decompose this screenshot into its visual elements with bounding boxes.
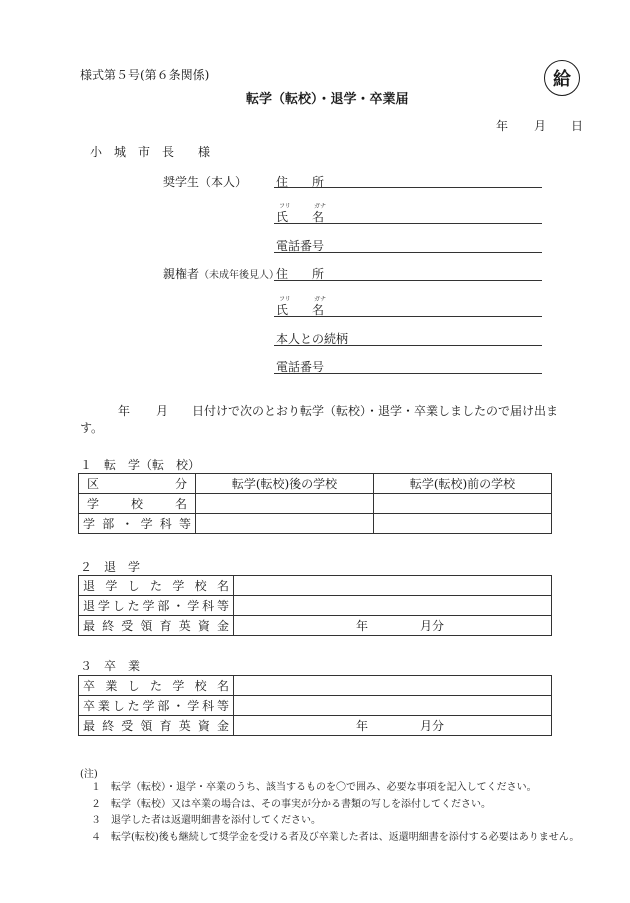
table-row: [79, 696, 552, 716]
withdrawn-faculty-cell[interactable]: [234, 596, 552, 616]
table-row: [79, 474, 552, 494]
notes-list: [91, 780, 579, 846]
graduated-school-cell[interactable]: [234, 676, 552, 696]
graduated-school-label: 卒業した学校名: [79, 676, 234, 696]
graduated-faculty-cell[interactable]: [234, 696, 552, 716]
col-after-school: 転学(転校)後の学校: [196, 474, 374, 494]
statement-text: 日付けで次のとおり転学（転校）・退学・卒業しましたので届け出ま: [192, 404, 559, 418]
transfer-table: [78, 473, 552, 534]
graduation-table: [78, 675, 552, 736]
date-day: 日: [571, 119, 584, 133]
guardian-relation-label: 本人との続柄: [276, 332, 349, 346]
notes-heading: (注): [80, 769, 98, 780]
guardian-note: （未成年後見人）: [199, 270, 280, 281]
section3-heading: ３ 卒 業: [80, 659, 141, 673]
student-phone-line[interactable]: [274, 251, 542, 253]
student-address-line[interactable]: [274, 186, 542, 188]
col-before-school: 転学(転校)前の学校: [374, 474, 552, 494]
student-address-label: 住 所: [276, 175, 325, 189]
guardian-phone-line[interactable]: [274, 372, 542, 374]
withdrawn-faculty-label: 退学した学部・学科等: [79, 596, 234, 616]
withdrawal-table: [78, 575, 552, 636]
guardian-name-label: 氏 名: [276, 303, 325, 317]
note-item: ２ 転学（転校）又は卒業の場合は、その事実が分かる書類の写しを添付してください。: [91, 798, 491, 810]
addressee: 小 城 市 長 様: [90, 145, 211, 159]
after-school-name-cell[interactable]: [196, 494, 374, 514]
guardian-address-line[interactable]: [274, 279, 542, 281]
form-title: 転学（転校）・退学・卒業届: [246, 92, 409, 107]
statement-text-end: す。: [80, 421, 104, 435]
row-faculty: 学部・学科等: [79, 514, 196, 534]
note-item: ４ 転学(転校)後も継続して奨学金を受ける者及び卒業した者は、返還明細書を添付する必要はありません。: [91, 831, 580, 843]
withdrawn-final-label: 最終受領育英資金: [79, 616, 234, 636]
date-month: 月: [534, 119, 547, 133]
table-row: [79, 596, 552, 616]
note-item: ３ 退学した者は返還明細書を添付してください。: [91, 815, 321, 826]
withdrawn-school-cell[interactable]: [234, 576, 552, 596]
guardian-furigana-1: フリ: [279, 296, 291, 303]
graduated-faculty-label: 卒業した学部・学科等: [79, 696, 234, 716]
guardian-phone-label: 電話番号: [276, 360, 325, 374]
student-label: 奨学生（本人）: [163, 175, 248, 189]
guardian-address-label: 住 所: [276, 267, 325, 281]
after-faculty-cell[interactable]: [196, 514, 374, 534]
student-furigana-1: フリ: [279, 203, 291, 210]
table-row: [79, 616, 552, 636]
date-year: 年: [496, 119, 509, 133]
student-name-line[interactable]: [274, 222, 542, 224]
col-kubun: 区 分: [79, 474, 196, 494]
table-row: [79, 494, 552, 514]
withdrawn-final-cell[interactable]: 年 月分: [234, 616, 552, 636]
table-row: [79, 676, 552, 696]
guardian-name-line[interactable]: [274, 315, 542, 317]
row-school-name: 学 校 名: [79, 494, 196, 514]
student-furigana-2: ガナ: [314, 203, 327, 210]
table-row: [79, 716, 552, 736]
table-row: [79, 576, 552, 596]
statement-year: 年: [118, 404, 131, 418]
section1-heading: １ 転 学（転 校）: [80, 458, 201, 472]
statement-month: 月: [156, 404, 169, 418]
table-row: [79, 514, 552, 534]
graduated-final-label: 最終受領育英資金: [79, 716, 234, 736]
before-school-name-cell[interactable]: [374, 494, 552, 514]
note-item: １ 転学（転校）・退学・卒業のうち、該当するものを〇で囲み、必要な事項を記入してください。: [91, 782, 537, 793]
guardian-furigana-2: ガナ: [314, 296, 327, 303]
form-number: 様式第５号(第６条関係): [80, 68, 210, 82]
section2-heading: ２ 退 学: [80, 560, 141, 574]
guardian-relation-line[interactable]: [274, 344, 542, 346]
withdrawn-school-label: 退学した学校名: [79, 576, 234, 596]
before-faculty-cell[interactable]: [374, 514, 552, 534]
guardian-label: 親権者（未成年後見人）: [163, 267, 280, 281]
student-phone-label: 電話番号: [276, 239, 325, 253]
stamp-mark: 給: [544, 60, 580, 96]
graduated-final-cell[interactable]: 年 月分: [234, 716, 552, 736]
student-name-label: 氏 名: [276, 210, 325, 224]
